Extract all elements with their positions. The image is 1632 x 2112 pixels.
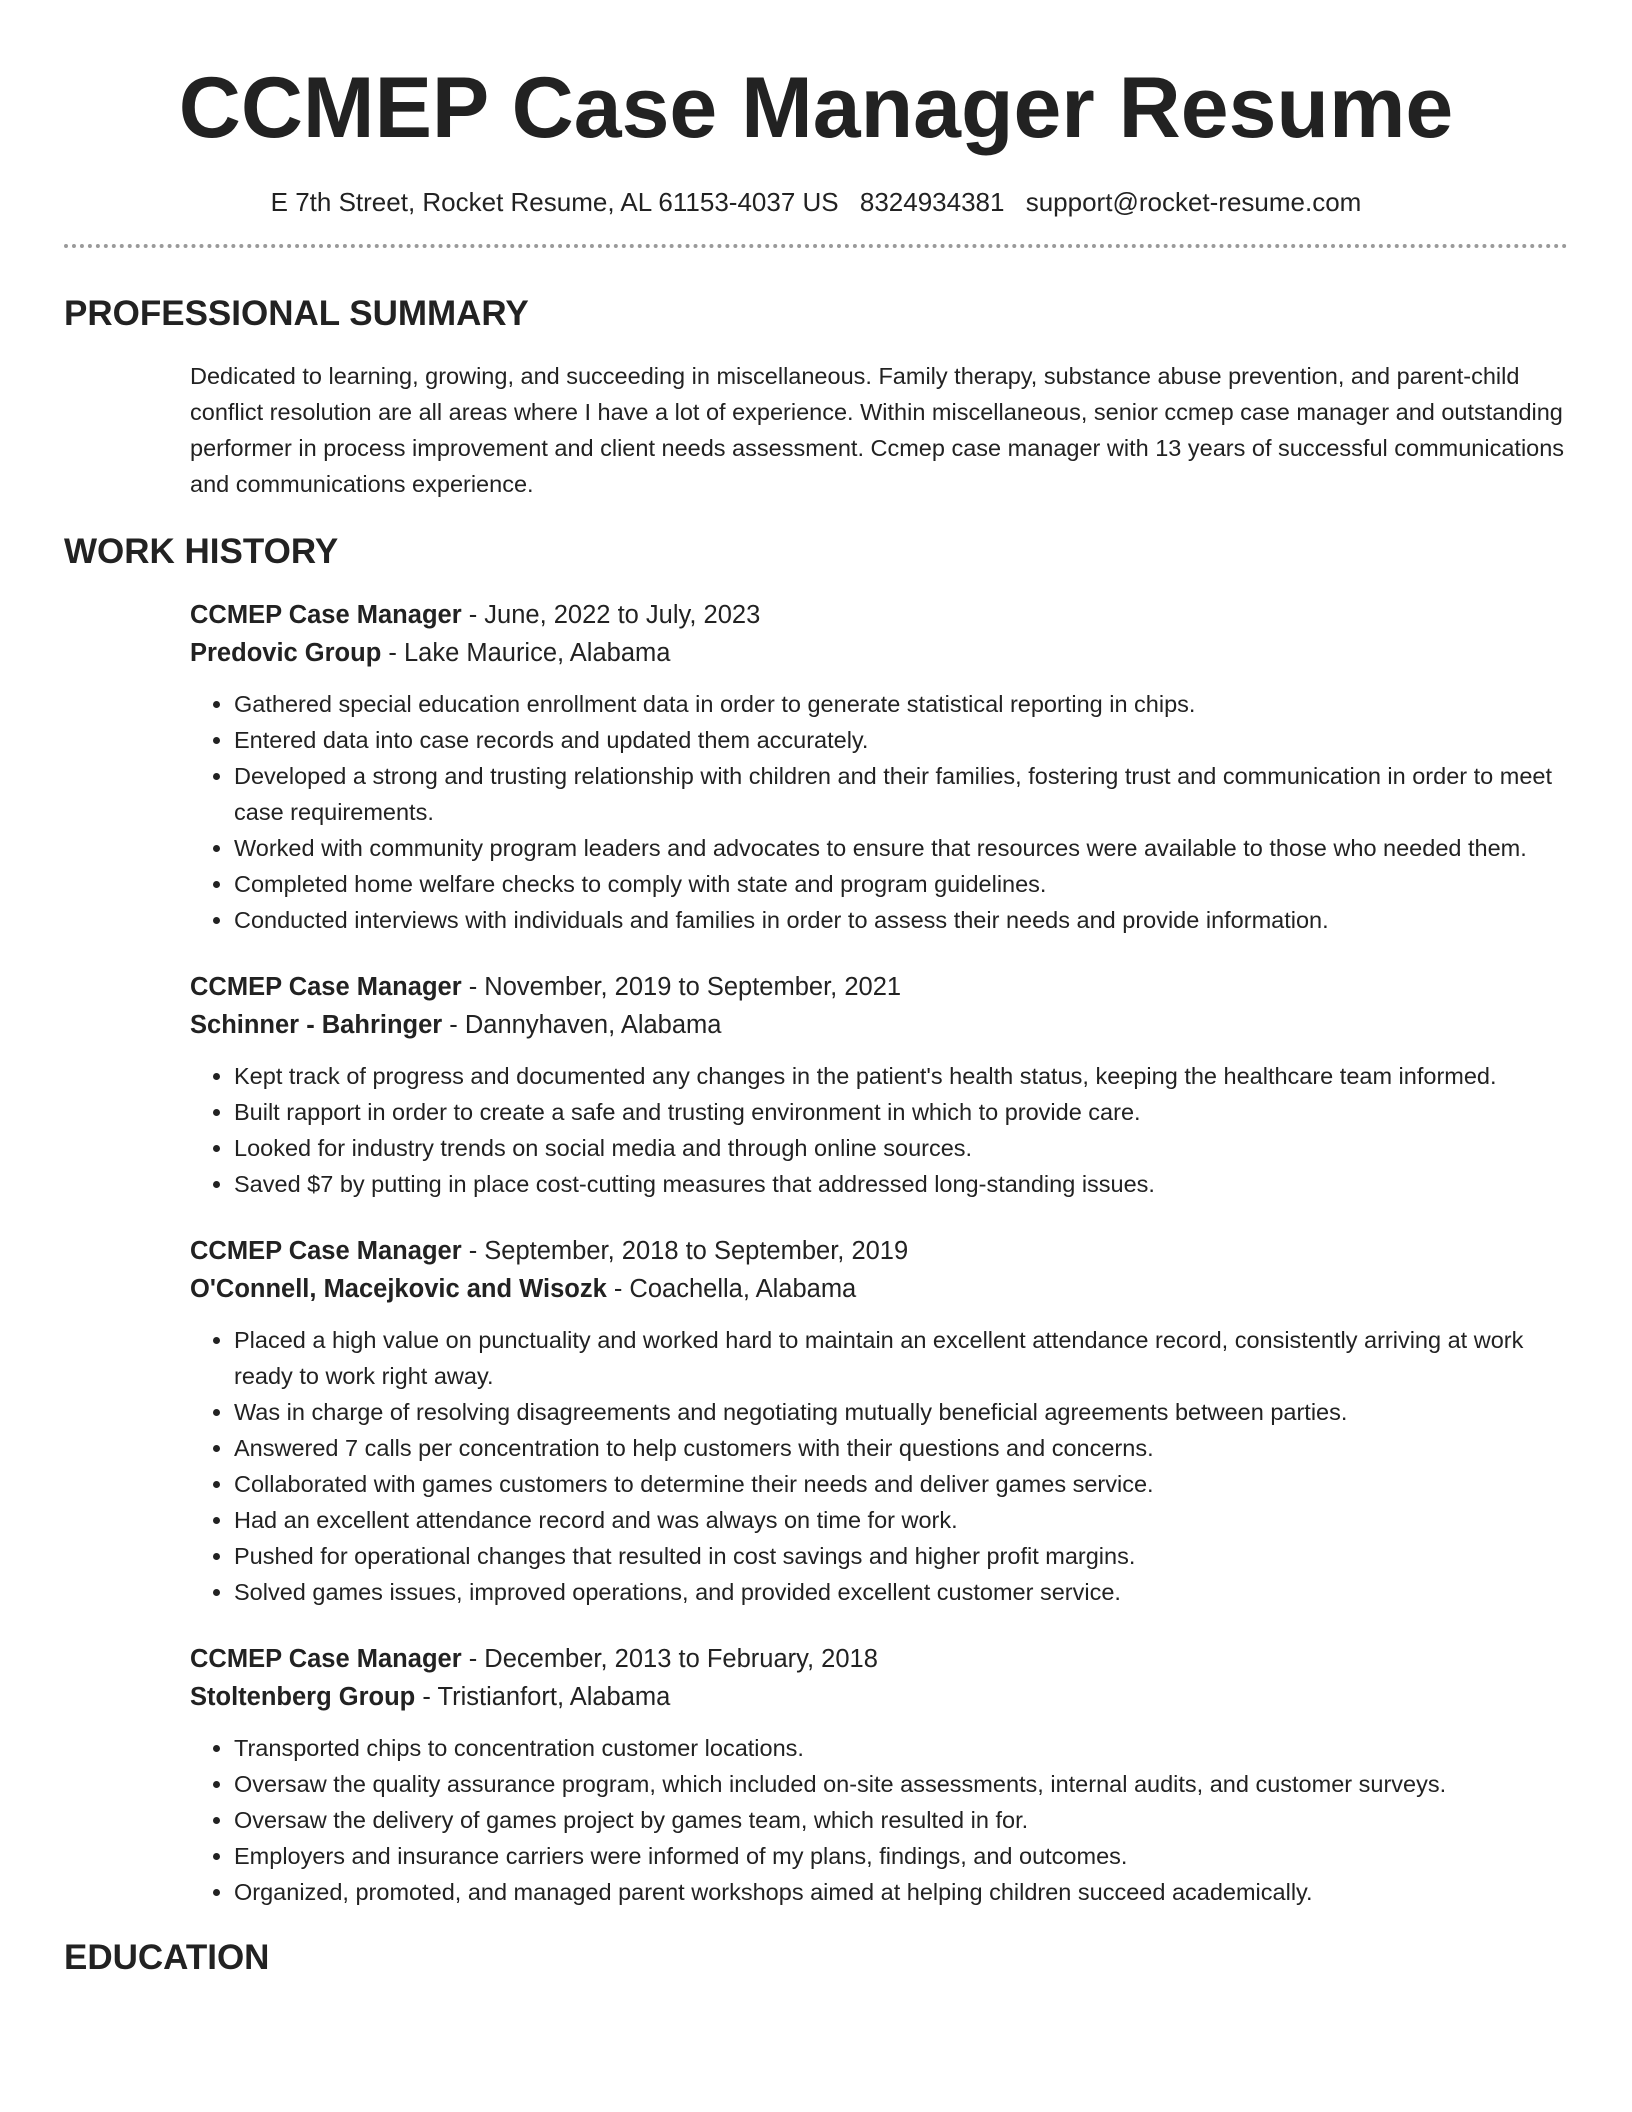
job-company-line [190,1678,1568,1716]
job-bullet: • Placed a high value on punctuality and worked hard to maintain an excellent attendance record, consistently arriving at work ready to work right away. [234,1322,1568,1394]
job-company-line [190,1270,1568,1308]
job-title-line [190,1232,1568,1270]
job-location: - Lake Maurice, Alabama [381,639,671,667]
contact-line [64,186,1568,218]
job-bullet: • Was in charge of resolving disagreements and negotiating mutually beneficial agreements between parties. [234,1394,1568,1430]
job-bullet: • Pushed for operational changes that resulted in cost savings and higher profit margins. [234,1538,1568,1574]
job-company: Schinner - Bahringer [190,1011,443,1039]
job-company-line [190,1006,1568,1044]
job-entry [190,596,1568,938]
job-dates: - November, 2019 to September, 2021 [461,973,902,1001]
job-bullet: • Oversaw the delivery of games project by games team, which resulted in for. [234,1802,1568,1838]
job-title: CCMEP Case Manager [190,973,462,1001]
job-dates: - September, 2018 to September, 2019 [461,1237,909,1265]
job-title: CCMEP Case Manager [190,601,462,629]
job-bullet: • Collaborated with games customers to determine their needs and deliver games service. [234,1466,1568,1502]
job-bullets [190,686,1568,938]
job-location: - Coachella, Alabama [606,1275,857,1303]
summary-heading: PROFESSIONAL SUMMARY [64,294,529,333]
summary-text: Dedicated to learning, growing, and succeeding in miscellaneous. Family therapy, substance abuse prevention, and parent-child conflict resolution are all areas where I have a lot of experience. Within miscellaneous, senior ccmep case manager and outstanding performer in process improvement and client needs assessment. Ccmep case manager with 13 years of successful communications and communications experience. [190,363,1565,497]
header-divider [64,244,1568,248]
job-bullet: • Organized, promoted, and managed parent workshops aimed at helping children succeed academically. [234,1874,1568,1910]
job-bullet: • Developed a strong and trusting relationship with children and their families, fostering trust and communication in order to meet case requirements. [234,758,1568,830]
education-heading: EDUCATION [64,1938,270,1977]
job-bullet: • Built rapport in order to create a safe and trusting environment in which to provide care. [234,1094,1568,1130]
job-entry [190,968,1568,1202]
job-dates: - December, 2013 to February, 2018 [461,1645,878,1673]
job-dates: - June, 2022 to July, 2023 [461,601,761,629]
job-bullets [190,1058,1568,1202]
job-company: O'Connell, Macejkovic and Wisozk [190,1275,607,1303]
job-entry [190,1232,1568,1610]
job-bullets [190,1730,1568,1910]
job-title: CCMEP Case Manager [190,1645,462,1673]
job-company: Predovic Group [190,639,382,667]
job-bullet: • Kept track of progress and documented any changes in the patient's health status, keeping the healthcare team informed. [234,1058,1568,1094]
job-location: - Tristianfort, Alabama [415,1683,671,1711]
job-company: Stoltenberg Group [190,1683,416,1711]
job-bullet: • Employers and insurance carriers were informed of my plans, findings, and outcomes. [234,1838,1568,1874]
job-company-line [190,634,1568,672]
job-bullet: • Answered 7 calls per concentration to help customers with their questions and concerns. [234,1430,1568,1466]
contact-email: support@rocket-resume.com [1025,187,1362,217]
work-history-heading: WORK HISTORY [64,532,339,571]
job-title-line [190,1640,1568,1678]
job-bullet: • Transported chips to concentration customer locations. [234,1730,1568,1766]
job-bullet: • Solved games issues, improved operations, and provided excellent customer service. [234,1574,1568,1610]
job-title: CCMEP Case Manager [190,1237,462,1265]
job-bullets [190,1322,1568,1610]
job-bullet: • Conducted interviews with individuals and families in order to assess their needs and provide information. [234,902,1568,938]
job-bullet: • Saved $7 by putting in place cost-cutting measures that addressed long-standing issues. [234,1166,1568,1202]
job-bullet: • Entered data into case records and updated them accurately. [234,722,1568,758]
job-title-line [190,968,1568,1006]
job-bullet: • Had an excellent attendance record and was always on time for work. [234,1502,1568,1538]
contact-phone: 8324934381 [859,187,1005,217]
job-title-line [190,596,1568,634]
job-bullet: • Gathered special education enrollment data in order to generate statistical reporting in chips. [234,686,1568,722]
job-entry [190,1640,1568,1910]
job-bullet: • Looked for industry trends on social media and through online sources. [234,1130,1568,1166]
job-bullet: • Oversaw the quality assurance program, which included on-site assessments, internal audits, and customer surveys. [234,1766,1568,1802]
job-location: - Dannyhaven, Alabama [442,1011,722,1039]
job-bullet: • Completed home welfare checks to comply with state and program guidelines. [234,866,1568,902]
resume-title: CCMEP Case Manager Resume [178,60,1454,156]
contact-address: E 7th Street, Rocket Resume, AL 61153-4037 US [270,187,839,217]
job-bullet: • Worked with community program leaders and advocates to ensure that resources were available to those who needed them. [234,830,1568,866]
